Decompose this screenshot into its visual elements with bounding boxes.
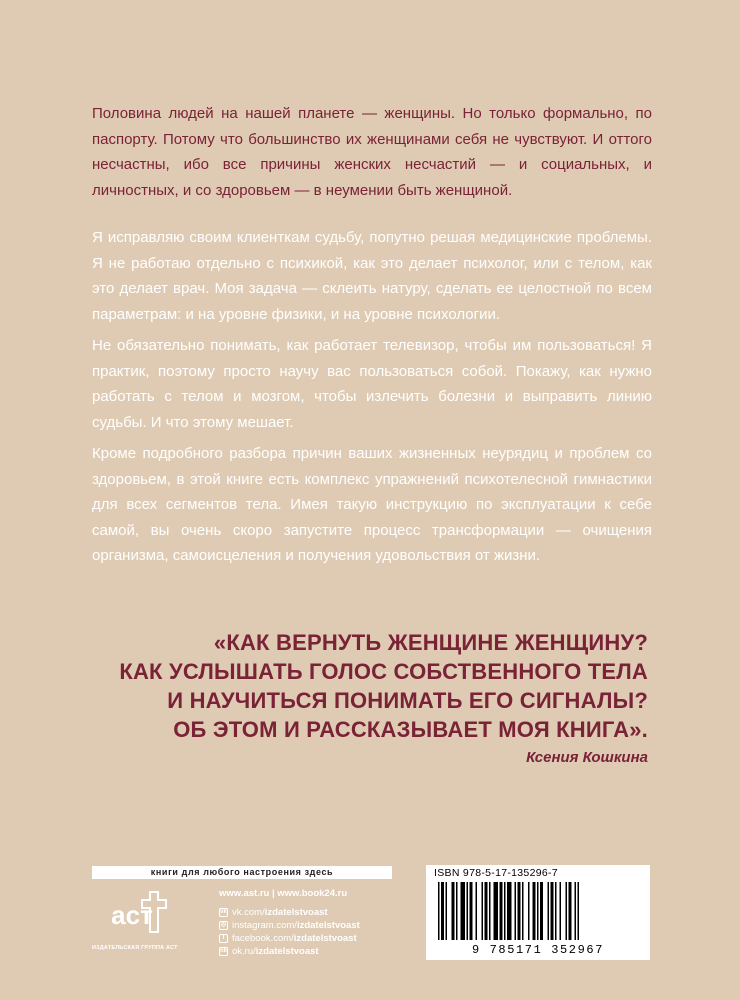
barcode-bar: [518, 882, 521, 940]
barcode-bar: [452, 882, 455, 940]
barcode-bar: [569, 882, 572, 940]
barcode-bar: [489, 882, 491, 940]
barcode-bar: [467, 882, 469, 940]
quote-line: ОБ ЭТОМ И РАССКАЗЫВАЕТ МОЯ КНИГА».: [173, 717, 648, 742]
facebook-icon: f: [219, 934, 228, 943]
barcode-bar: [441, 882, 444, 940]
vk-icon: vk: [220, 909, 227, 915]
body-paragraph-3: Не обязательно понимать, как работает телевизор, чтобы им пользоваться! Я практик, поэтому просто научу вас пользоваться собой. Покажу, как нужно работать с телом и мозгом, чтобы излечить болезни и выправить линию судьбы. И что этому мешает.: [92, 337, 652, 431]
barcode-bar: [540, 882, 543, 940]
websites: www.ast.ru | www.book24.ru: [219, 888, 348, 899]
barcode-bar: [548, 882, 550, 940]
body-paragraph-4: Кроме подробного разбора причин ваших жизненных неурядиц и проблем со здоровьем, в этой книге есть комплекс упражнений психотелесной гимнастики для всех сегментов тела. Имея такую инструкцию по эксплуатации к себе самой, вы очень скоро запустите процесс трансформации — очищения организма, самоисцеления и получения удовольствия от жизни.: [92, 445, 652, 564]
barcode-bar: [446, 882, 448, 940]
odnoklassniki-icon: ok: [220, 948, 228, 954]
quote-line: «КАК ВЕРНУТЬ ЖЕНЩИНЕ ЖЕНЩИНУ?: [213, 630, 648, 655]
social-link-facebook[interactable]: f facebook.com/izdatelstvoast: [219, 933, 357, 944]
tagline-bar: книги для любого настроения здесь: [92, 866, 392, 879]
social-link-vk[interactable]: vk vk.com/izdatelstvoast: [220, 907, 328, 918]
barcode-bar: [482, 882, 484, 940]
barcode-bar: [476, 882, 478, 940]
barcode-bar: [438, 882, 440, 940]
barcode-bar: [533, 882, 536, 940]
barcode-bar: [500, 882, 503, 940]
barcode-bar: [575, 882, 577, 940]
quote-line: И НАУЧИТЬСЯ ПОНИМАТЬ ЕГО СИГНАЛЫ?: [167, 688, 648, 713]
intro-paragraph: Половина людей на нашей планете — женщины. Но только формально, по паспорту. Потому что большинство их женщинами себя не чувствуют. И оттого несчастны, ибо все причины женских несчастий — и социальных, и личностных, и со здоровьем — в неумении быть женщиной.: [92, 105, 652, 199]
barcode-bar: [504, 882, 506, 940]
barcode-bar: [555, 882, 557, 940]
barcode-bar: [522, 882, 524, 940]
barcode-bar: [485, 882, 488, 940]
barcode-bar: [578, 882, 580, 940]
pull-quote: [119, 628, 648, 744]
barcode-bar: [551, 882, 554, 940]
barcode-bar: [470, 882, 473, 940]
barcode-bar: [515, 882, 517, 940]
barcode-bar: [494, 882, 499, 940]
barcode-bar: [507, 882, 512, 940]
isbn-number: ISBN 978-5-17-135296-7: [434, 867, 558, 879]
social-link-instagram[interactable]: ◎ instagram.com/izdatelstvoast: [220, 920, 360, 931]
barcode: [434, 882, 642, 942]
barcode-bar: [461, 882, 466, 940]
barcode-bar: [566, 882, 568, 940]
barcode-digits: 9 785171 352967: [471, 943, 605, 957]
isbn-block: [426, 865, 650, 960]
barcode-bar: [528, 882, 530, 940]
quote-author: Ксения Кошкина: [526, 749, 648, 766]
barcode-bar: [560, 882, 562, 940]
barcode-bar: [456, 882, 458, 940]
logo-text: aст: [111, 900, 153, 930]
social-link-odnoklassniki[interactable]: ok ok.ru/izdatelstvoast: [220, 946, 319, 957]
body-paragraph-2: Я исправляю своим клиенткам судьбу, попутно решая медицинские проблемы. Я не работаю отдельно с психикой, как это делает психолог, или с телом, как это делает врач. Моя задача — склеить натуру, сделать ее целостной по всем параметрам: и на уровне физики, и на уровне психологии.: [92, 229, 652, 323]
quote-line: КАК УСЛЫШАТЬ ГОЛОС СОБСТВЕННОГО ТЕЛА: [119, 659, 648, 684]
barcode-bar: [537, 882, 539, 940]
instagram-icon: ◎: [220, 922, 227, 928]
logo-caption: ИЗДАТЕЛЬСКАЯ ГРУППА АСТ: [92, 945, 178, 951]
